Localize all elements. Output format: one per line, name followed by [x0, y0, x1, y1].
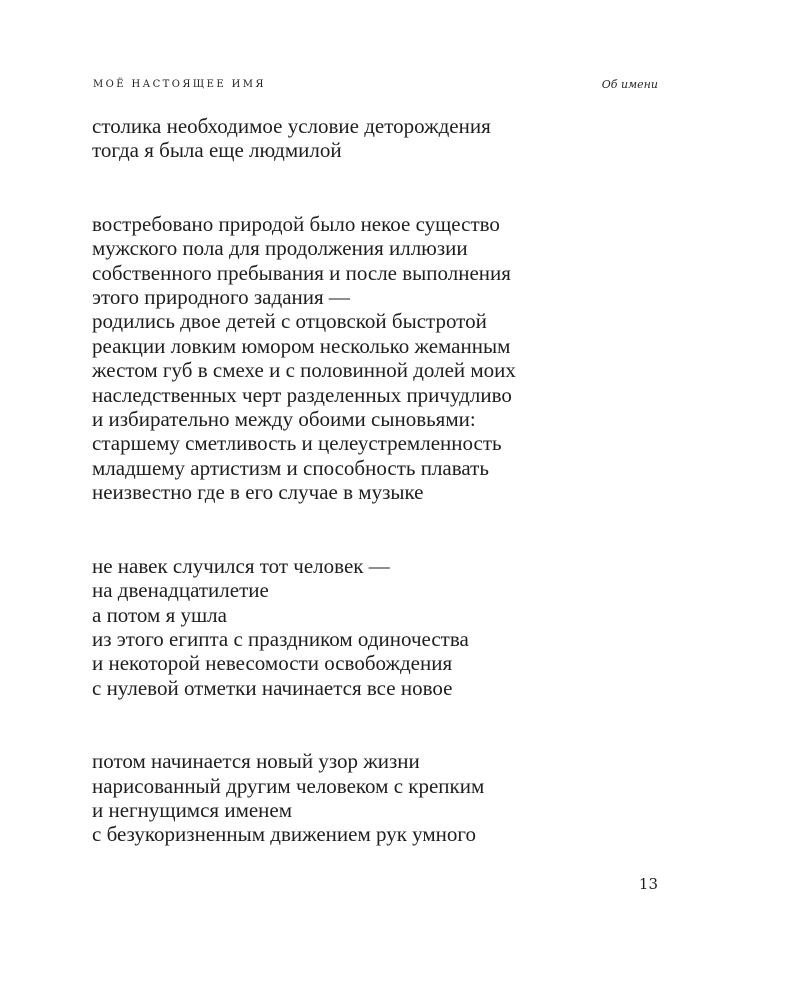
verse-line: а потом я ушла — [92, 602, 227, 627]
stanza — [92, 212, 672, 505]
stanza — [92, 114, 672, 163]
verse-line: с нулевой отметки начинается все новое — [92, 675, 453, 700]
verse-line: жестом губ в смехе и с половинной долей моих — [92, 358, 516, 383]
stanza — [92, 554, 672, 700]
running-header — [93, 79, 658, 95]
verse-line: из этого египта с праздником одиночества — [92, 626, 469, 651]
verse-line: наследственных черт разделенных причудливо — [92, 382, 512, 407]
stanza — [92, 749, 672, 847]
verse-line: нарисованный другим человеком с крепким — [92, 773, 485, 798]
verse-line: родились двое детей с отцовской быстротой — [92, 309, 487, 334]
verse-line: не навек случился тот человек — — [92, 553, 390, 578]
page-number: 13 — [638, 875, 658, 893]
verse-line: потом начинается новый узор жизни — [92, 749, 420, 774]
verse-line: старшему сметливость и целеустремленность — [92, 431, 502, 456]
book-title: МОЁ НАСТОЯЩЕЕ ИМЯ — [93, 79, 266, 90]
section-title: Об имени — [601, 78, 658, 91]
poem-body — [92, 114, 672, 847]
verse-line: на двенадцатилетие — [92, 578, 269, 603]
verse-line: неизвестно где в его случае в музыке — [92, 480, 424, 505]
verse-line: востребовано природой было некое существо — [92, 211, 500, 236]
verse-line: с безукоризненным движением рук умного — [92, 822, 477, 847]
verse-line: младшему артистизм и способность плавать — [92, 455, 489, 480]
verse-line: этого природного задания — — [92, 285, 350, 310]
verse-line: мужского пола для продолжения иллюзии — [92, 236, 468, 261]
verse-line: и избирательно между обоими сыновьями: — [92, 407, 476, 432]
verse-line: собственного пребывания и после выполнения — [92, 260, 511, 285]
verse-line: и негнущимся именем — [92, 797, 293, 822]
verse-line: и некоторой невесомости освобождения — [92, 651, 453, 676]
verse-line: столика необходимое условие деторождения — [92, 114, 491, 138]
verse-line: реакции ловким юмором несколько жеманным — [92, 333, 511, 358]
verse-line: тогда я была еще людмилой — [92, 138, 342, 163]
